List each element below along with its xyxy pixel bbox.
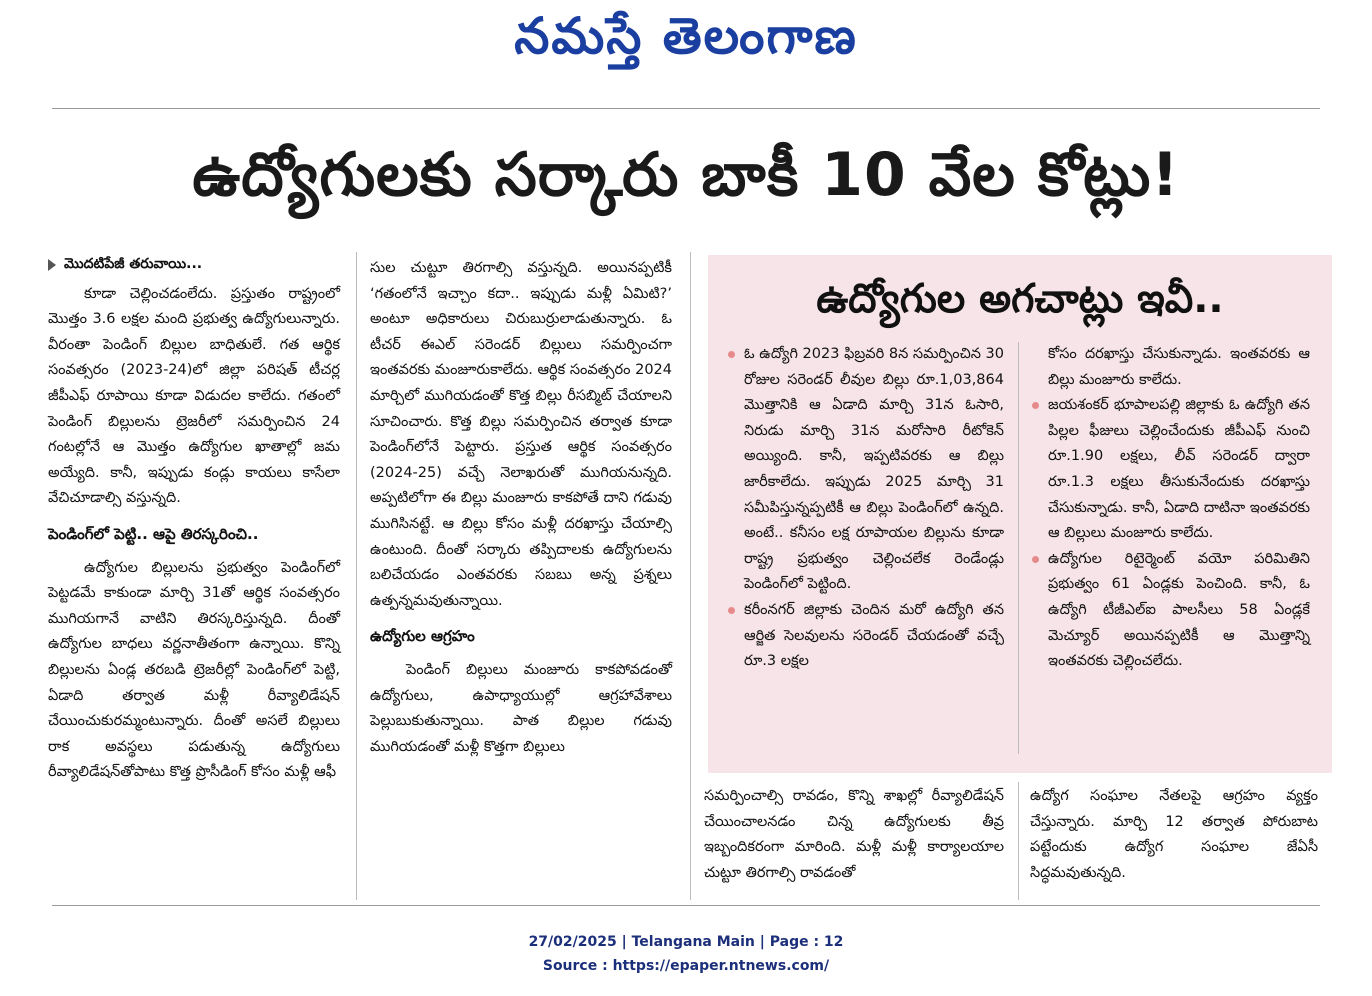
bullet-icon — [728, 607, 735, 614]
article-paragraph: ఉద్యోగుల బిల్లులను ప్రభుత్వం పెండింగ్‌లో పెట్టడమే కాకుండా మార్చి 31తో ఆర్థిక సంవత్సరం ముగియగానే వాటిని తిరస్కరిస్తున్నది. దీంతో ఉద్యోగుల బాధలు వర్ణనాతీతంగా ఉన్నాయి. కొన్ని బిల్లులను ఏండ్ల తరబడి ట్రెజరీల్లో పెండింగ్‌లో పెట్టి, ఏడాది తర్వాత మళ్లీ రీవ్యాలిడేషన్ చేయించుకురమ్మంటున్నారు. దీంతో అసలే బిల్లులు రాక అవస్థలు పడుతున్న ఉద్యోగులు రీవ్యాలిడేషన్‌తోపాటు కొత్త ప్రొసీడింగ్ కోసం మళ్లీ ఆఫీ — [48, 559, 340, 781]
article-paragraph: సుల చుట్టూ తిరగాల్సి వస్తున్నది. అయినప్పటికీ ‘గతంలోనే ఇచ్చాం కదా.. ఇప్పుడు మళ్లీ ఏమిటి?’ అంటూ అధికారులు చిరుబుర్రులాడుతున్నారు. ఓ టీచర్ ఈఎల్ సరెండర్ బిల్లులు సమర్పించగా ఇంతవరకు మంజూరుకాలేదు. ఆర్థిక సంవత్సరం 2024 మార్చిలో ముగియడంతో కొత్త బిల్లు రీసబ్మిట్ చేయాలని సూచించారు. కొత్త బిల్లు సమర్పించిన తర్వాత కూడా పెండింగ్‌లోనే పెట్టారు. ప్రస్తుత ఆర్థిక సంవత్సరం (2024-25) వచ్చే నెలాఖరుతో ముగియనున్నది. అప్పటిలోగా ఈ బిల్లు మంజూరు కాకపోతే దాని గడువు ముగిసినట్టే. ఆ బిల్లు కోసం మళ్లీ దరఖాస్తు చేయాల్సి ఉంటుంది. దీంతో సర్కారు తప్పిదాలకు ఉద్యోగులను బలిచేయడం ఎంతవరకు సబబు అన్న ప్రశ్నలు ఉత్పన్నమవుతున్నాయి. — [370, 260, 672, 609]
list-item-text: కరీంనగర్ జిల్లాకు చెందిన మరో ఉద్యోగి తన ఆర్జిత సెలవులను సరెండర్ చేయడంతో వచ్చే రూ.3 లక్షల — [744, 601, 1004, 670]
article-column-4 — [1030, 784, 1318, 886]
footer-date-page: 27/02/2025 | Telangana Main | Page : 12 — [528, 934, 844, 950]
bullet-icon — [1032, 556, 1039, 563]
article-paragraph: కూడా చెల్లించడంలేదు. ప్రస్తుతం రాష్ట్రంలో మొత్తం 3.6 లక్షల మంది ప్రభుత్వ ఉద్యోగులున్నారు. వీరంతా పెండింగ్ బిల్లుల బాధితులే. గత ఆర్థిక సంవత్సరం (2023-24)లో జిల్లా పరిషత్ టీచర్ల జీపీఎఫ్ రూపాయి కూడా విడుదల కాలేదు. గతంలో పెండింగ్ బిల్లులను ట్రెజరీలో సమర్పించిన 24 గంటల్లోనే ఆ మొత్తం ఉద్యోగుల ఖాతాల్లో జమ అయ్యేది. కానీ, ఇప్పుడు కండ్లు కాయలు కాసేలా వేచిచూడాల్సి వస్తున్నది. — [48, 285, 340, 507]
footer-source: Source : https://epaper.ntnews.com/ — [542, 958, 830, 974]
top-rule — [52, 108, 1320, 109]
list-item-text: ఓ ఉద్యోగి 2023 ఫిబ్రవరి 8న సమర్పించిన 30 రోజుల సరెండర్ లీవుల బిల్లు రూ.1,03,864 మొత్తానికి ఆ ఏడాది మార్చి 31న ఓసారి, నిరుడు మార్చి 31న మరోసారి రీటోకెన్ అయ్యింది. కానీ, ఇప్పటివరకు ఆ బిల్లు జారీకాలేదు. ఇప్పుడు 2025 మార్చి 31 సమీపిస్తున్నప్పటికీ ఆ బిల్లు పెండింగ్‌లో ఉన్నది. అంటే.. కనీసం లక్ష రూపాయల బిల్లును కూడా రాష్ట్ర ప్రభుత్వం చెల్లించలేక రెండేండ్లు పెండింగ్‌లో పెట్టింది. — [744, 346, 1004, 593]
article-column-1 — [48, 252, 340, 786]
sidebar-box-right-column — [1030, 342, 1310, 675]
continuation-kicker — [48, 252, 340, 278]
bottom-rule — [52, 905, 1320, 906]
kicker-text: మొదటిపేజీ తరువాయి... — [64, 256, 203, 272]
sidebar-box-title: ఉద్యోగుల అగచాట్లు ఇవీ.. — [816, 276, 1224, 322]
article-column-3 — [704, 784, 1004, 886]
page-headline: ఉద్యోగులకు సర్కారు బాకీ 10 వేల కోట్లు! — [192, 140, 1180, 210]
section-subhead: పెండింగ్‌లో పెట్టి.. ఆపై తిరస్కరించి.. — [48, 524, 259, 543]
arrow-icon — [48, 259, 56, 271]
list-item-text: కోసం దరఖాస్తు చేసుకున్నాడు. ఇంతవరకు ఆ బిల్లు మంజూరు కాలేదు. — [1048, 346, 1310, 388]
sidebar-box-left-column — [726, 342, 1004, 675]
list-item-text: జయశంకర్ భూపాలపల్లి జిల్లాకు ఓ ఉద్యోగి తన పిల్లల ఫీజులు చెల్లించేందుకు జీపీఎఫ్ నుంచి రూ.1.90 లక్షలు, లీవ్ సరెండర్ ద్వారా రూ.1.3 లక్షలు తీసుకునేందుకు దరఖాస్తు చేసుకున్నాడు. కానీ, ఏడాది దాటినా ఇంతవరకు ఆ బిల్లులు మంజూరు కాలేదు. — [1048, 397, 1310, 542]
article-paragraph: సమర్పించాల్సి రావడం, కొన్ని శాఖల్లో రీవ్యాలిడేషన్ చేయించాలనడం చిన్న ఉద్యోగులకు తీవ్ర ఇబ్బందికరంగా మారింది. మళ్లీ మళ్లీ కార్యాలయాల చుట్టూ తిరగాల్సి రావడంతో — [704, 788, 1004, 881]
column-divider — [356, 252, 357, 900]
section-subhead: ఉద్యోగుల ఆగ్రహం — [370, 627, 475, 646]
list-item — [1030, 547, 1310, 675]
column-divider — [690, 252, 691, 900]
masthead-logo: నమస్తే తెలంగాణ — [514, 6, 858, 65]
list-item — [1030, 393, 1310, 547]
list-item — [726, 598, 1004, 675]
bullet-icon — [1032, 402, 1039, 409]
article-column-2 — [370, 256, 672, 760]
article-paragraph: ఉద్యోగ సంఘాల నేతలపై ఆగ్రహం వ్యక్తం చేస్తున్నారు. మార్చి 12 తర్వాత పోరుబాట పట్టేందుకు ఉద్యోగ సంఘాల జేఏసీ సిద్ధమవుతున్నది. — [1030, 788, 1318, 881]
list-item-text: ఉద్యోగుల రిటైర్మెంట్ వయో పరిమితిని ప్రభుత్వం 61 ఏండ్లకు పెంచింది. కానీ, ఓ ఉద్యోగి టీజీఎల్ఐ పాలసీలు 58 ఏండ్లకే మెచ్యూర్ అయినప్పటికీ ఆ మొత్తాన్ని ఇంతవరకు చెల్లించలేదు. — [1048, 550, 1310, 670]
column-divider — [1018, 782, 1019, 900]
bullet-icon — [728, 351, 735, 358]
list-item — [726, 342, 1004, 598]
column-divider — [1018, 342, 1019, 754]
article-paragraph: పెండింగ్ బిల్లులు మంజూరు కాకపోవడంతో ఉద్యోగులు, ఉపాధ్యాయుల్లో ఆగ్రహావేశాలు పెల్లుబుకుతున్నాయి. పాత బిల్లుల గడువు ముగియడంతో మళ్లీ కొత్తగా బిల్లులు — [370, 661, 672, 755]
